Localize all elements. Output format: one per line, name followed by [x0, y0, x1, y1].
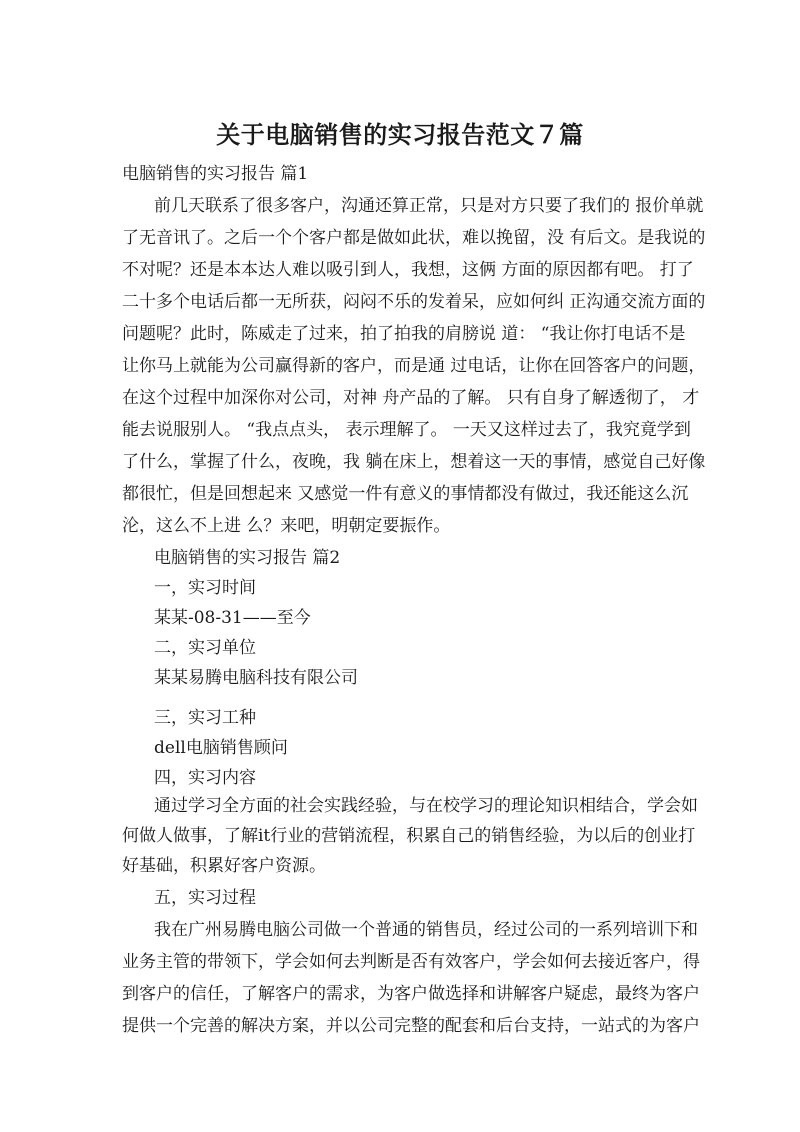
- document-title: 关于电脑销售的实习报告范文７篇: [216, 121, 584, 149]
- paragraph-line: 业务主管的带领下，学会如何去判断是否有效客户，学会如何去接近客户，得: [122, 952, 700, 972]
- list-item: 四，实习内容: [154, 768, 256, 788]
- paragraph-line: 了无音讯了。之后一个个客户都是做如此状，难以挽留，没 有后文。是我说的: [122, 228, 706, 248]
- paragraph-line: 我在广州易腾电脑公司做一个普通的销售员，经过公司的一系列培训下和: [154, 920, 698, 940]
- paragraph-line: 问题呢？此时，陈威走了过来，拍了拍我的肩膀说 道： “我让你打电话不是: [122, 324, 686, 344]
- paragraph-line: 二十多个电话后都一无所获，闷闷不乐的发着呆，应如何纠 正沟通交流方面的: [122, 292, 706, 312]
- section-heading: 电脑销售的实习报告 篇2: [154, 548, 341, 568]
- list-item: 某某-08-31——至今: [154, 608, 311, 628]
- paragraph-line: 沦，这么不上进 么？来吧，明朝定要振作。: [122, 516, 451, 536]
- paragraph-line: 都很忙，但是回想起来 又感觉一件有意义的事情都没有做过，我还能这么沉: [122, 484, 689, 504]
- paragraph-line: 能去说服别人。 “我点点头， 表示理解了。 一天又这样过去了，我究竟学到: [122, 420, 691, 440]
- paragraph-line: 通过学习全方面的社会实践经验，与在校学习的理论知识相结合，学会如: [154, 796, 698, 816]
- section-heading: 电脑销售的实习报告 篇1: [122, 164, 309, 184]
- list-item: dell电脑销售顾问: [154, 738, 288, 758]
- list-item: 三，实习工种: [154, 708, 256, 728]
- paragraph-line: 到客户的信任，了解客户的需求，为客户做选择和讲解客户疑虑，最终为客户: [122, 984, 700, 1004]
- list-item: 五，实习过程: [154, 888, 256, 908]
- paragraph-line: 何做人做事，了解it行业的营销流程，积累自己的销售经验，为以后的创业打: [122, 826, 696, 846]
- paragraph-line: 前几天联系了很多客户，沟通还算正常，只是对方只要了我们的 报价单就: [154, 196, 704, 216]
- paragraph-line: 在这个过程中加深你对公司，对神 舟产品的了解。 只有自身了解透彻了， 才: [122, 388, 700, 408]
- list-item: 一，实习时间: [154, 578, 256, 598]
- paragraph-line: 让你马上就能为公司赢得新的客户，而是通 过电话，让你在回答客户的问题，: [122, 356, 706, 376]
- paragraph-line: 不对呢？还是本本达人难以吸引到人，我想，这俩 方面的原因都有吧。 打了: [122, 260, 694, 280]
- list-item: 二，实习单位: [154, 638, 256, 658]
- paragraph-line: 提供一个完善的解决方案，并以公司完整的配套和后台支持，一站式的为客户: [122, 1016, 700, 1036]
- paragraph-line: 了什么，掌握了什么，夜晚，我 躺在床上，想着这一天的事情，感觉自己好像: [122, 452, 706, 472]
- paragraph-line: 好基础，积累好客户资源。: [122, 856, 326, 876]
- list-item: 某某易腾电脑科技有限公司: [154, 668, 358, 688]
